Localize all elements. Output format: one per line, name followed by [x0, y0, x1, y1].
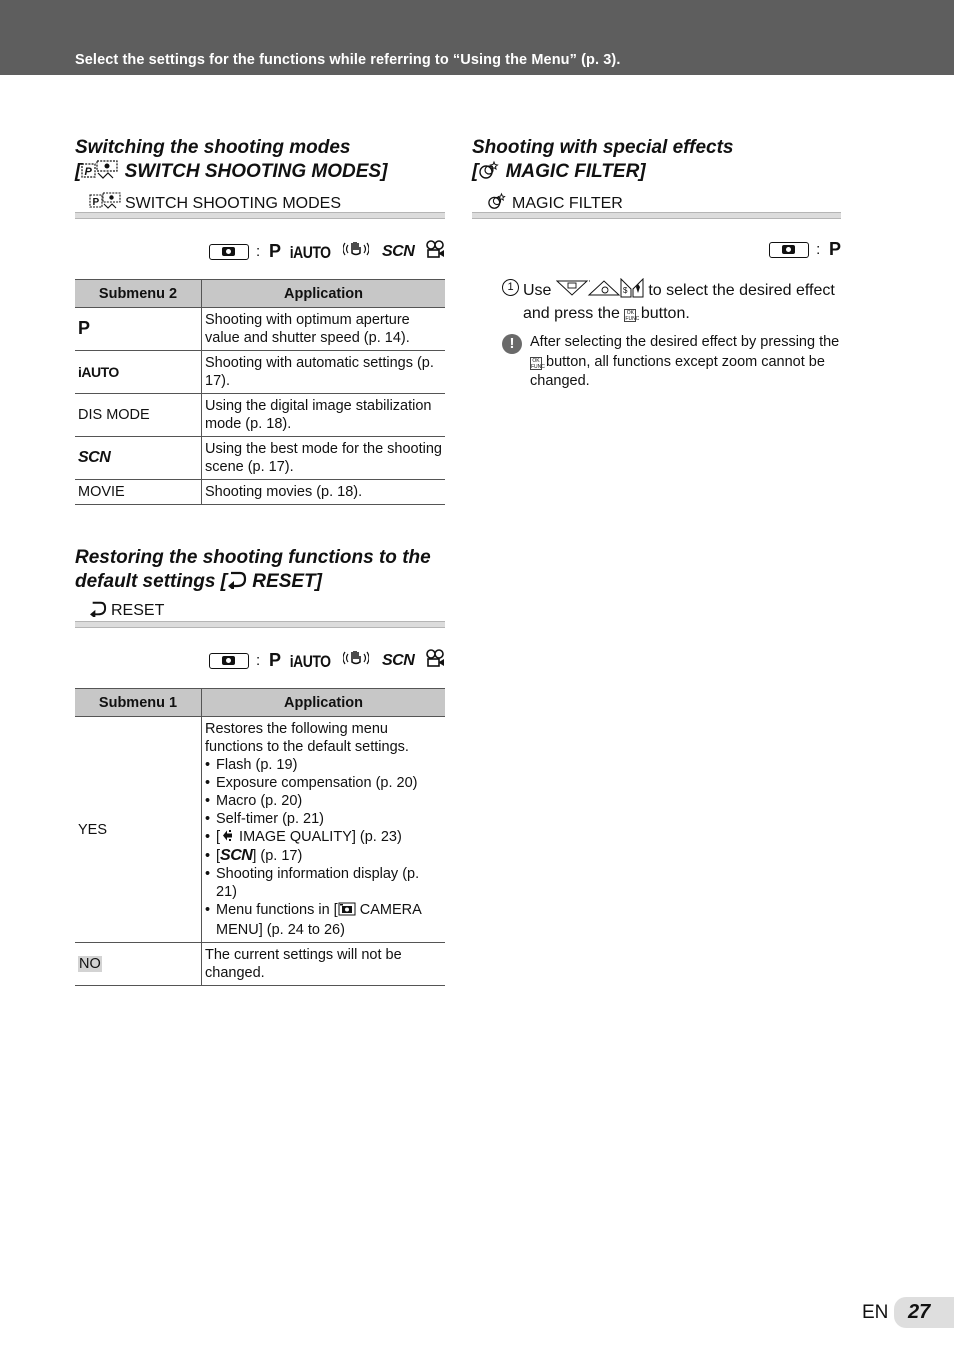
switch-menu-path	[75, 192, 445, 212]
list-item: • Shooting information display (p. 21)	[205, 865, 442, 901]
row-application: Using the best mode for the shooting scene (p. 17).	[202, 437, 446, 480]
row-label-dis-mode: DIS MODE	[75, 394, 202, 437]
right-column	[472, 136, 841, 392]
magic-section-title	[472, 136, 841, 187]
row-label-iauto: iAUTO	[75, 351, 202, 394]
switch-modes-table	[75, 279, 445, 505]
top-header-bar	[0, 0, 954, 75]
table-header-row	[75, 689, 445, 717]
row-application: Shooting movies (p. 18).	[202, 480, 446, 505]
table-row	[75, 394, 445, 437]
reset-table	[75, 688, 445, 986]
col-header-application: Application	[202, 280, 446, 308]
mode-separator: :	[256, 243, 261, 260]
table-row	[75, 308, 445, 351]
list-item: • Menu functions in [ CAMERA MENU] (p. 24 to 26)	[205, 901, 442, 939]
row-label-movie: MOVIE	[75, 480, 202, 505]
list-item: • Macro (p. 20)	[205, 792, 442, 810]
row-label-no: NO	[75, 943, 202, 986]
divider	[75, 621, 445, 628]
switch-title-line1: Switching the shooting modes	[75, 137, 351, 158]
switch-section-title	[75, 136, 445, 187]
row-application: Shooting with optimum aperture value and shutter speed (p. 14).	[202, 308, 446, 351]
table-row	[75, 480, 445, 505]
mode-p: P	[268, 241, 281, 261]
row-application	[202, 717, 446, 943]
table-row	[75, 717, 445, 943]
reset-icon	[89, 601, 107, 623]
mode-scn: SCN	[381, 242, 415, 260]
switch-menu-label: SWITCH SHOOTING MODES	[125, 195, 341, 212]
magic-filter-icon	[478, 160, 500, 187]
mode-separator: :	[816, 241, 821, 259]
table-row	[75, 943, 445, 986]
divider	[472, 212, 841, 219]
camera-mode-icon	[209, 653, 249, 669]
row-application: Using the digital image stabilization mode (p. 18).	[202, 394, 446, 437]
switch-title-main: SWITCH SHOOTING MODES]	[119, 161, 388, 182]
row-label-p: P	[75, 308, 202, 351]
reset-menu-path	[75, 601, 445, 621]
divider	[75, 212, 445, 219]
reset-items-list	[205, 756, 442, 939]
reset-section	[75, 546, 445, 986]
switch-title-bracket: [	[75, 161, 82, 182]
col-header-application: Application	[202, 689, 446, 717]
yes-intro: Restores the following menu functions to the default settings.	[205, 721, 409, 755]
arrow-pad-icon	[556, 278, 644, 304]
magic-title-bracket: [	[472, 161, 479, 182]
switch-modes-icon	[81, 160, 119, 187]
magic-title-main: MAGIC FILTER]	[500, 161, 646, 182]
ok-func-button-icon: OK FUNC	[625, 310, 640, 322]
reset-title-post: RESET]	[247, 571, 322, 592]
row-application: Shooting with automatic settings (p. 17).	[202, 351, 446, 394]
camera-mode-icon	[769, 242, 809, 258]
header-note: Select the settings for the functions while referring to “Using the Menu” (p. 3).	[75, 52, 621, 68]
caution-icon: !	[502, 334, 522, 354]
list-item: • [ IMAGE QUALITY] (p. 23)	[205, 828, 442, 847]
camera-mode-icon	[209, 244, 249, 260]
row-label-yes: YES	[75, 717, 202, 943]
step-number: 1	[502, 279, 519, 296]
svg-text:P: P	[84, 166, 93, 178]
left-column	[75, 136, 445, 981]
switch-section	[75, 136, 445, 505]
mode-p: P	[828, 239, 841, 260]
mode-iauto: iAUTO	[289, 650, 331, 671]
col-header-submenu2: Submenu 2	[75, 280, 202, 308]
row-application: The current settings will not be changed.	[202, 943, 446, 986]
reset-section-title	[75, 546, 445, 596]
switch-applicable-modes	[75, 239, 445, 263]
reset-title-pre: default settings [	[75, 571, 228, 592]
dis-mode-icon	[343, 239, 369, 264]
language-label: EN	[862, 1302, 889, 1323]
reset-menu-label: RESET	[111, 602, 165, 619]
movie-icon	[425, 239, 445, 264]
reset-icon	[227, 571, 247, 596]
list-item: • Flash (p. 19)	[205, 756, 442, 774]
ok-func-button-icon: OK FUNC	[531, 357, 545, 370]
movie-icon	[425, 648, 445, 673]
list-item: • Self-timer (p. 21)	[205, 810, 442, 828]
magic-filter-icon	[486, 192, 508, 216]
mode-iauto: iAUTO	[289, 241, 331, 262]
page-number: 27	[894, 1297, 954, 1328]
col-header-submenu1: Submenu 1	[75, 689, 202, 717]
table-row	[75, 437, 445, 480]
reset-title-line1: Restoring the shooting functions to the	[75, 547, 431, 568]
camera-menu-icon	[338, 902, 356, 921]
mode-scn: SCN	[381, 651, 415, 669]
list-item: • Exposure compensation (p. 20)	[205, 774, 442, 792]
table-row	[75, 351, 445, 394]
magic-title-line1: Shooting with special effects	[472, 137, 734, 158]
step-1: 1 Use $ to select the desired effect and press the OK FUNC button.	[472, 278, 841, 324]
mode-separator: :	[256, 652, 261, 669]
table-header-row	[75, 280, 445, 308]
dis-mode-icon	[343, 648, 369, 673]
magic-menu-label: MAGIC FILTER	[512, 195, 623, 212]
switch-modes-icon	[89, 192, 121, 216]
row-label-scn: SCN	[75, 437, 202, 480]
list-item: • [SCN] (p. 17)	[205, 847, 442, 865]
magic-menu-path	[472, 192, 841, 212]
magic-applicable-modes	[472, 239, 841, 263]
reset-applicable-modes	[75, 648, 445, 672]
svg-text:$: $	[622, 286, 628, 295]
mode-p: P	[268, 650, 281, 670]
image-quality-icon	[221, 829, 234, 847]
caution-note: ! After selecting the desired effect by pressing the OK FUNC button, all functions except zoom cannot be changed.	[472, 333, 841, 392]
svg-text:P: P	[92, 197, 100, 208]
